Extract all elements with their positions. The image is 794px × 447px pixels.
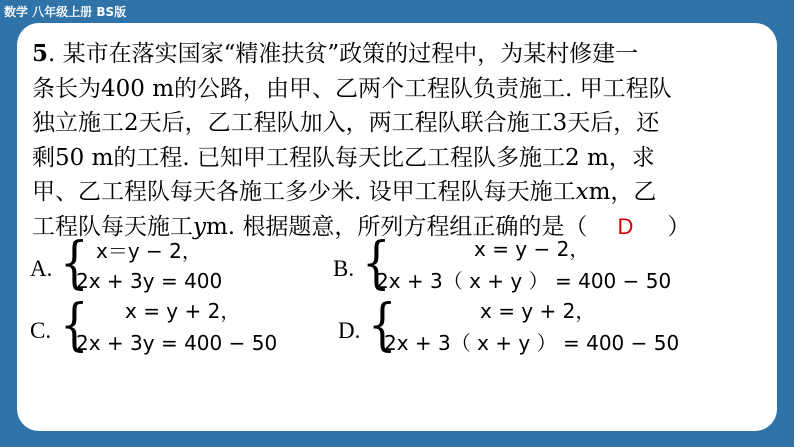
question-line-4: 剩50 m的工程. 已知甲工程队每天比乙工程队多施工2 m，求 — [32, 144, 655, 171]
option-b-brace: { — [362, 231, 391, 296]
header-bar — [0, 0, 794, 24]
option-a-brace: { — [60, 231, 89, 296]
option-a-eq2: 2x + 3y = 400 — [76, 269, 223, 293]
question-line-2: 条长为400 m的公路，由甲、乙两个工程队负责施工. 甲工程队 — [32, 75, 672, 102]
question-line-1: 5. 某市在落实国家“精准扶贫”政策的过程中，为某村修建一 — [32, 40, 639, 67]
option-d-eq2: 2x + 3（ x + y ） = 400 − 50 — [384, 331, 680, 355]
question-text — [32, 37, 762, 244]
option-b-eq1: x = y − 2， — [474, 237, 590, 261]
option-a-letter: A. — [30, 256, 53, 281]
question-number: 5 — [32, 40, 49, 67]
option-b-eq2: 2x + 3（ x + y ） = 400 − 50 — [376, 269, 672, 293]
option-d-eq1: x = y + 2， — [480, 299, 596, 323]
option-b-letter: B. — [333, 256, 355, 281]
option-c-brace: { — [60, 293, 89, 358]
question-line-5: 甲、乙工程队每天各施工多少米. 设甲工程队每天施工xm，乙 — [32, 179, 657, 205]
question-line-6: 工程队每天施工ym. 根据题意，所列方程组正确的是（ D ） — [32, 213, 691, 240]
option-c-letter: C. — [30, 318, 52, 343]
option-d-brace: { — [368, 293, 397, 358]
subject-label: 数学 八年级上册 BS版 — [4, 5, 127, 19]
question-line-3: 独立施工2天后，乙工程队加入，两工程队联合施工3天后，还 — [32, 110, 660, 136]
answer-mark: D — [617, 213, 634, 239]
option-a-eq1: x＝y − 2， — [96, 239, 202, 263]
option-d-letter: D. — [338, 318, 361, 343]
option-c-eq2: 2x + 3y = 400 − 50 — [76, 331, 278, 355]
option-c-eq1: x = y + 2， — [125, 299, 241, 323]
